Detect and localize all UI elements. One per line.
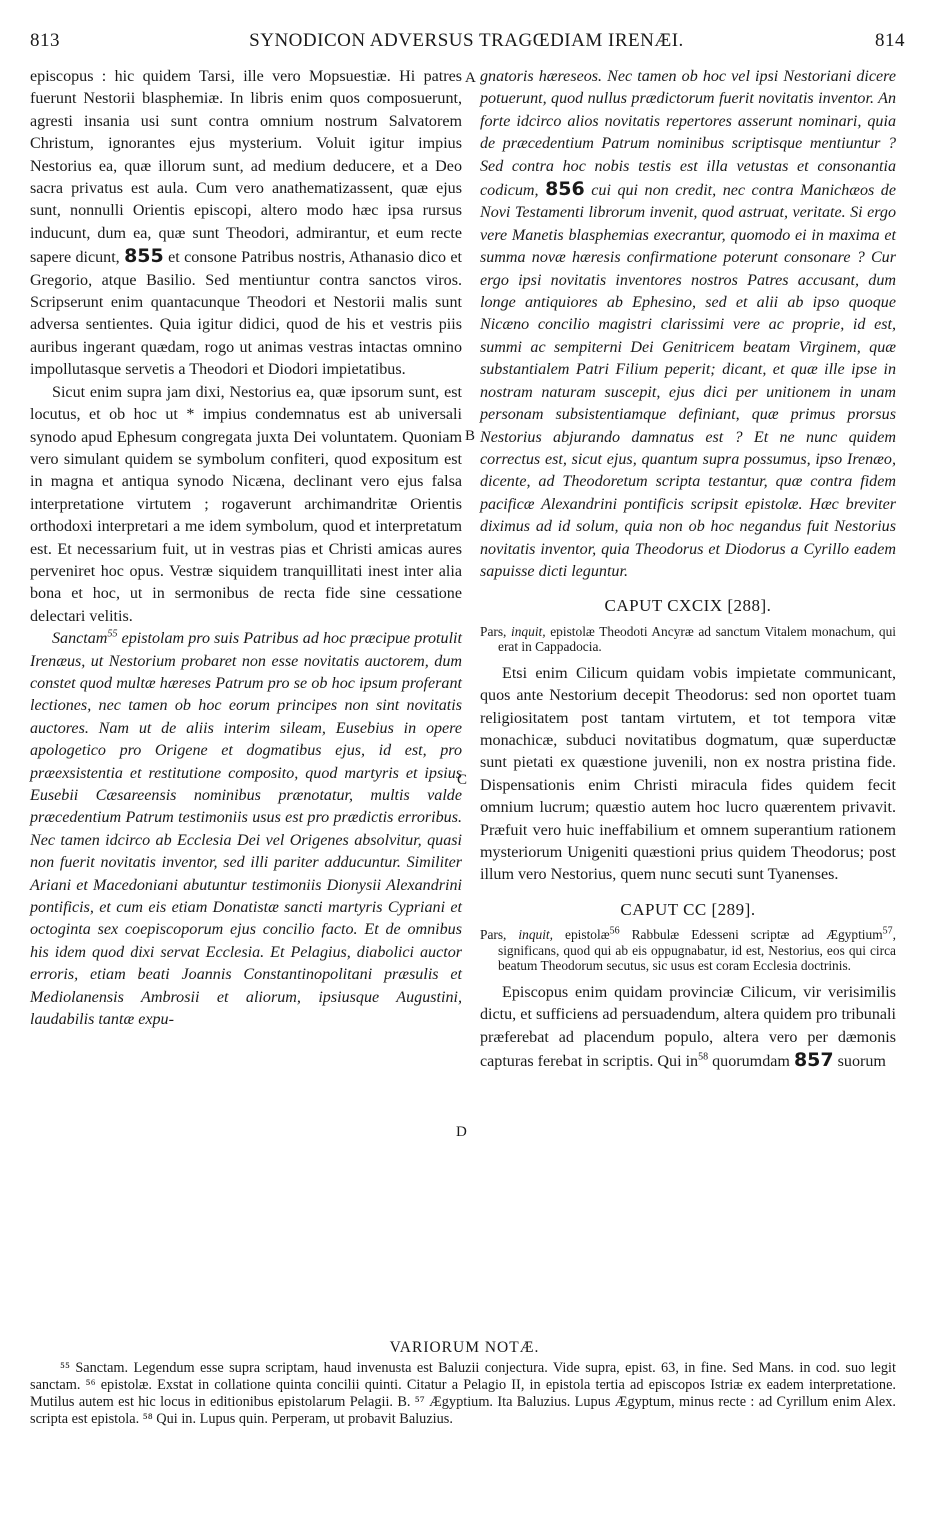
footnote-ref-57: 57 <box>882 925 893 937</box>
chapter-summary-199: Pars, inquit, epistolæ Theodoti Ancyræ ad sanctum Vitalem monachum, qui erat in Cappadocia. <box>480 623 896 655</box>
column-number-856: 856 <box>545 178 585 201</box>
margin-letter-c: C <box>457 772 468 788</box>
notes-title: VARIORUM NOTÆ. <box>389 1339 540 1356</box>
footnote-ref-55: 55 <box>107 628 118 640</box>
left-column <box>30 66 462 1031</box>
right-paragraph-2: Etsi enim Cilicum quidam vobis impietate communicant, quos ante Nestorium decepit Theodorus: sed non oportet tuam religiositatem post tantam virtutem, et tot tempora vitæ monachicæ, subduci novitatibus dogmatum, quæ superductæ sunt pietati ex quæstione juvenili, non ex nostra pristina fide. Dispensationis enim Christi miracula fides quidem fecit omnium lucrum; quæstio autem hoc lucro quærentem privavit. Præfuit vero huic ineffabilium et omnem superantium rationem mysteriorum Unigeniti quæstioni prius quidem Theodorus; post illum vero Nestorius, quem nunc secuti sunt Tyanenses. <box>480 664 896 884</box>
chapter-heading-200: CAPUT CC [289]. <box>620 899 756 919</box>
running-header <box>28 30 905 56</box>
right-paragraph-1: gnatoris hæreseos. Nec tamen ob hoc vel ipsi Nestoriani dicere potuerunt, quod nullus prædictorum fuerit novitatis inventor. An forte idcirco alios novitatis repertores asserunt nominari, quia de præcedentium Patrum nominibus scriptisque mentiuntur ? Sed contra hoc nobis testis est illa vetustas et consonantia codicum, 856 cui qui non credit, nec contra Manichæos de Novi Testamenti librorum invenit, quod astruat, veritate. Si ergo vere Manetis blasphemias execrantur, quomodo ei in maxima et summa novæ hæresis confirmatione poterunt consonare ? Cur ergo ipsi novitatis inventores nostros Patres accusant, dum longe antiquiores ab Ephesino, sed et alii ab ipso quoque Nicæno concilio magistri clarissimi vere ac proprie, id est, summi ac sempiterni Dei Genitricem beatam Virginem, quæ substantialem Patri Filium peperit; dicant, et quæ ille ipse in nostram naturam suscepit, ejus dici per unitionem in unam personam subsistentiamque definiant, quæ primus prorsus Nestorius abjurando damnatus est ? Et ne nunc quidem correctus est, sicut ejus, quantum supra possumus, ipso Irenæo, dicente, ad Theodoretum scripta testantur, quæ contra fidem pacificæ Alexandrini pontificis scripsit epistolæ. Hæc breviter diximus ad id solum, quia non ob hoc negandus fuit Nestorius novitatis inventor, quia Theodorus et Diodorus a Cyrillo eadem sapuisse dicti leguntur. <box>480 68 897 580</box>
page-number-left: 813 <box>30 30 60 51</box>
column-number-857: 857 <box>793 1048 834 1071</box>
variorum-notes <box>30 1360 896 1428</box>
margin-letter-d: D <box>456 1124 467 1140</box>
chapter-summary-200: Pars, inquit, epistolæ$^{56}$ Rabbulæ Edesseni scriptæ ad Ægyptium$^{57}$, significans, quod qui ab eis oppugnabatur, id est, Nestorius, eos qui circa beatum Theodorum secutus, sic usus est coram Ecclesia doctrinis. <box>480 925 896 974</box>
left-paragraph-2: Sicut enim supra jam dixi, Nestorius ea, quæ ipsorum sunt, est locutus, et ob hoc ut * impius condemnatus est ab universali synodo apud Ephesum congregata juxta Dei voluntatem. Quoniam vero simulant quidem se symbolum confiteri, quod expositum est in magna et antiqua synodo Nicæna, declinant vero ejus falsa interpretatione virtutem ; rogaverunt archimandritæ Orientis orthodoxi interpretari a me idem symbolum, quod et interpretatum est. Et necessarium fuit, ut in vestras pias et Christi amicas aures perveniret hoc opus. Vestræ siquidem tranquillitati inest inter alia bona et hoc, ut in sermonibus de recta fide sine cessatione delectari velitis. <box>30 383 462 625</box>
footnote-ref-56: 56 <box>609 925 620 937</box>
notes-text: ⁵⁵ Sanctam. Legendum esse supra scriptam, haud invenusta est Baluzii conjectura. Vide supra, epist. 63, in fine. Sed Mans. in cod. suo legit sanctam. ⁵⁶ epistolæ. Exstat in collatione quinta concilii quinti. Citatur a Pelagio II, in epistola tertia ad episcopos Istriæ ex eadem interpretatione. Mutilus autem est hic locus in editionibus epistolarum Pelagii. B. ⁵⁷ Ægyptium. Ita Baluzius. Lupus Ægyptum, minus recte : ad Cyrillum enim Alex. scripta est epistola. ⁵⁸ Qui in. Lupus quin. Perperam, ut probavit Baluzius. <box>30 1360 896 1427</box>
chapter-heading-199: CAPUT CXCIX [288]. <box>604 596 772 616</box>
left-paragraph-3: Sanctam$^{55}$ epistolam pro suis Patribus ad hoc præcipue protulit Irenæus, ut Nestorium probaret non esse novitatis auctorem, dum constet quod multæ hæreses Patrum pro se ob hoc ipsum proferant lectiones, nec tamen ob hoc eorum principes non sint novitatis auctores. Nam ut de aliis interim sileam, Eusebius in opere apologetico pro Origene et dogmatibus ejus, id est, pro præexsistentia et restitutione composito, quod martyris et ipsius Eusebii Cæsareensis nominibus prænotatur, multis valde præcedentium Patrum testimoniis usus est pro prædictis erroribus. Nec tamen idcirco ab Ecclesia Dei vel Origenes absolvitur, quasi non fuerit novitatis inventor, sed illi pariter adducuntur. Similiter Ariani et Macedoniani abutuntur testimoniis Dionysii Alexandrini pontificis, et cum eis etiam Donatistæ sancti martyris Cypriani et octoginta sex coepiscoporum ejus concilio facto. Et de omnibus his idem quod dixi servat Ecclesia. Et Pelagius, diabolici auctor erroris, etiam beati Joannis Constantinopolitani præsulis et Mediolanensis Ambrosii et aliorum, ipsiusque Augustini, laudabilis tantæ expu- <box>30 628 462 1029</box>
margin-letter-a: A <box>465 70 476 86</box>
left-paragraph-1: episcopus : hic quidem Tarsi, ille vero Mopsuestiæ. Hi patres fuerunt Nestorii blasphemiæ. In libris enim quos composuerunt, agresti insania usi sunt contra omnium nostrum Salvatorem Christum, ignorantes ejus mysterium. Voluit igitur impius Nestorius ea, quæ illorum sunt, ad medium deducere, et a Deo sacra privatus est aula. Cum vero anathematizassent, quæ ejus sunt, nonnulli Orientis episcopi, altero modo hæc ipsa rursus inducunt, dum ea, quæ sunt Theodori, admirantur, et eum recte sapere dicunt, 855 et consone Patribus nostris, Athanasio dico et Gregorio, atque Basilio. Sed mentiuntur contra sanctos viros. Scripserunt enim quantacunque Theodori et Nestorii malis sunt adversa sentientes. Quia igitur didici, quod de his et vestris piis auribus ingerant quædam, rogo ut animas vestras intactas omnino impollutasque servetis a Theodori et Diodori impietatibus. <box>30 68 462 379</box>
right-paragraph-3: Episcopus enim quidam provinciæ Cilicum, vir verisimilis dictu, et sufficiens ad persuadendum, altera quidem pro tribunali præferebat ad placendum populo, altera vero per dæmonis capturas ferebat in scriptis. Qui $in^{58}$ quorumdam 857 suorum <box>480 983 896 1071</box>
margin-letter-b: B <box>465 428 476 444</box>
footnote-ref-58: 58 <box>698 1051 709 1063</box>
running-title: SYNODICON ADVERSUS TRAGŒDIAM IRENÆI. <box>249 30 684 51</box>
column-number-855: 855 <box>124 245 164 268</box>
right-column <box>480 66 896 1073</box>
page-number-right: 814 <box>875 30 905 51</box>
